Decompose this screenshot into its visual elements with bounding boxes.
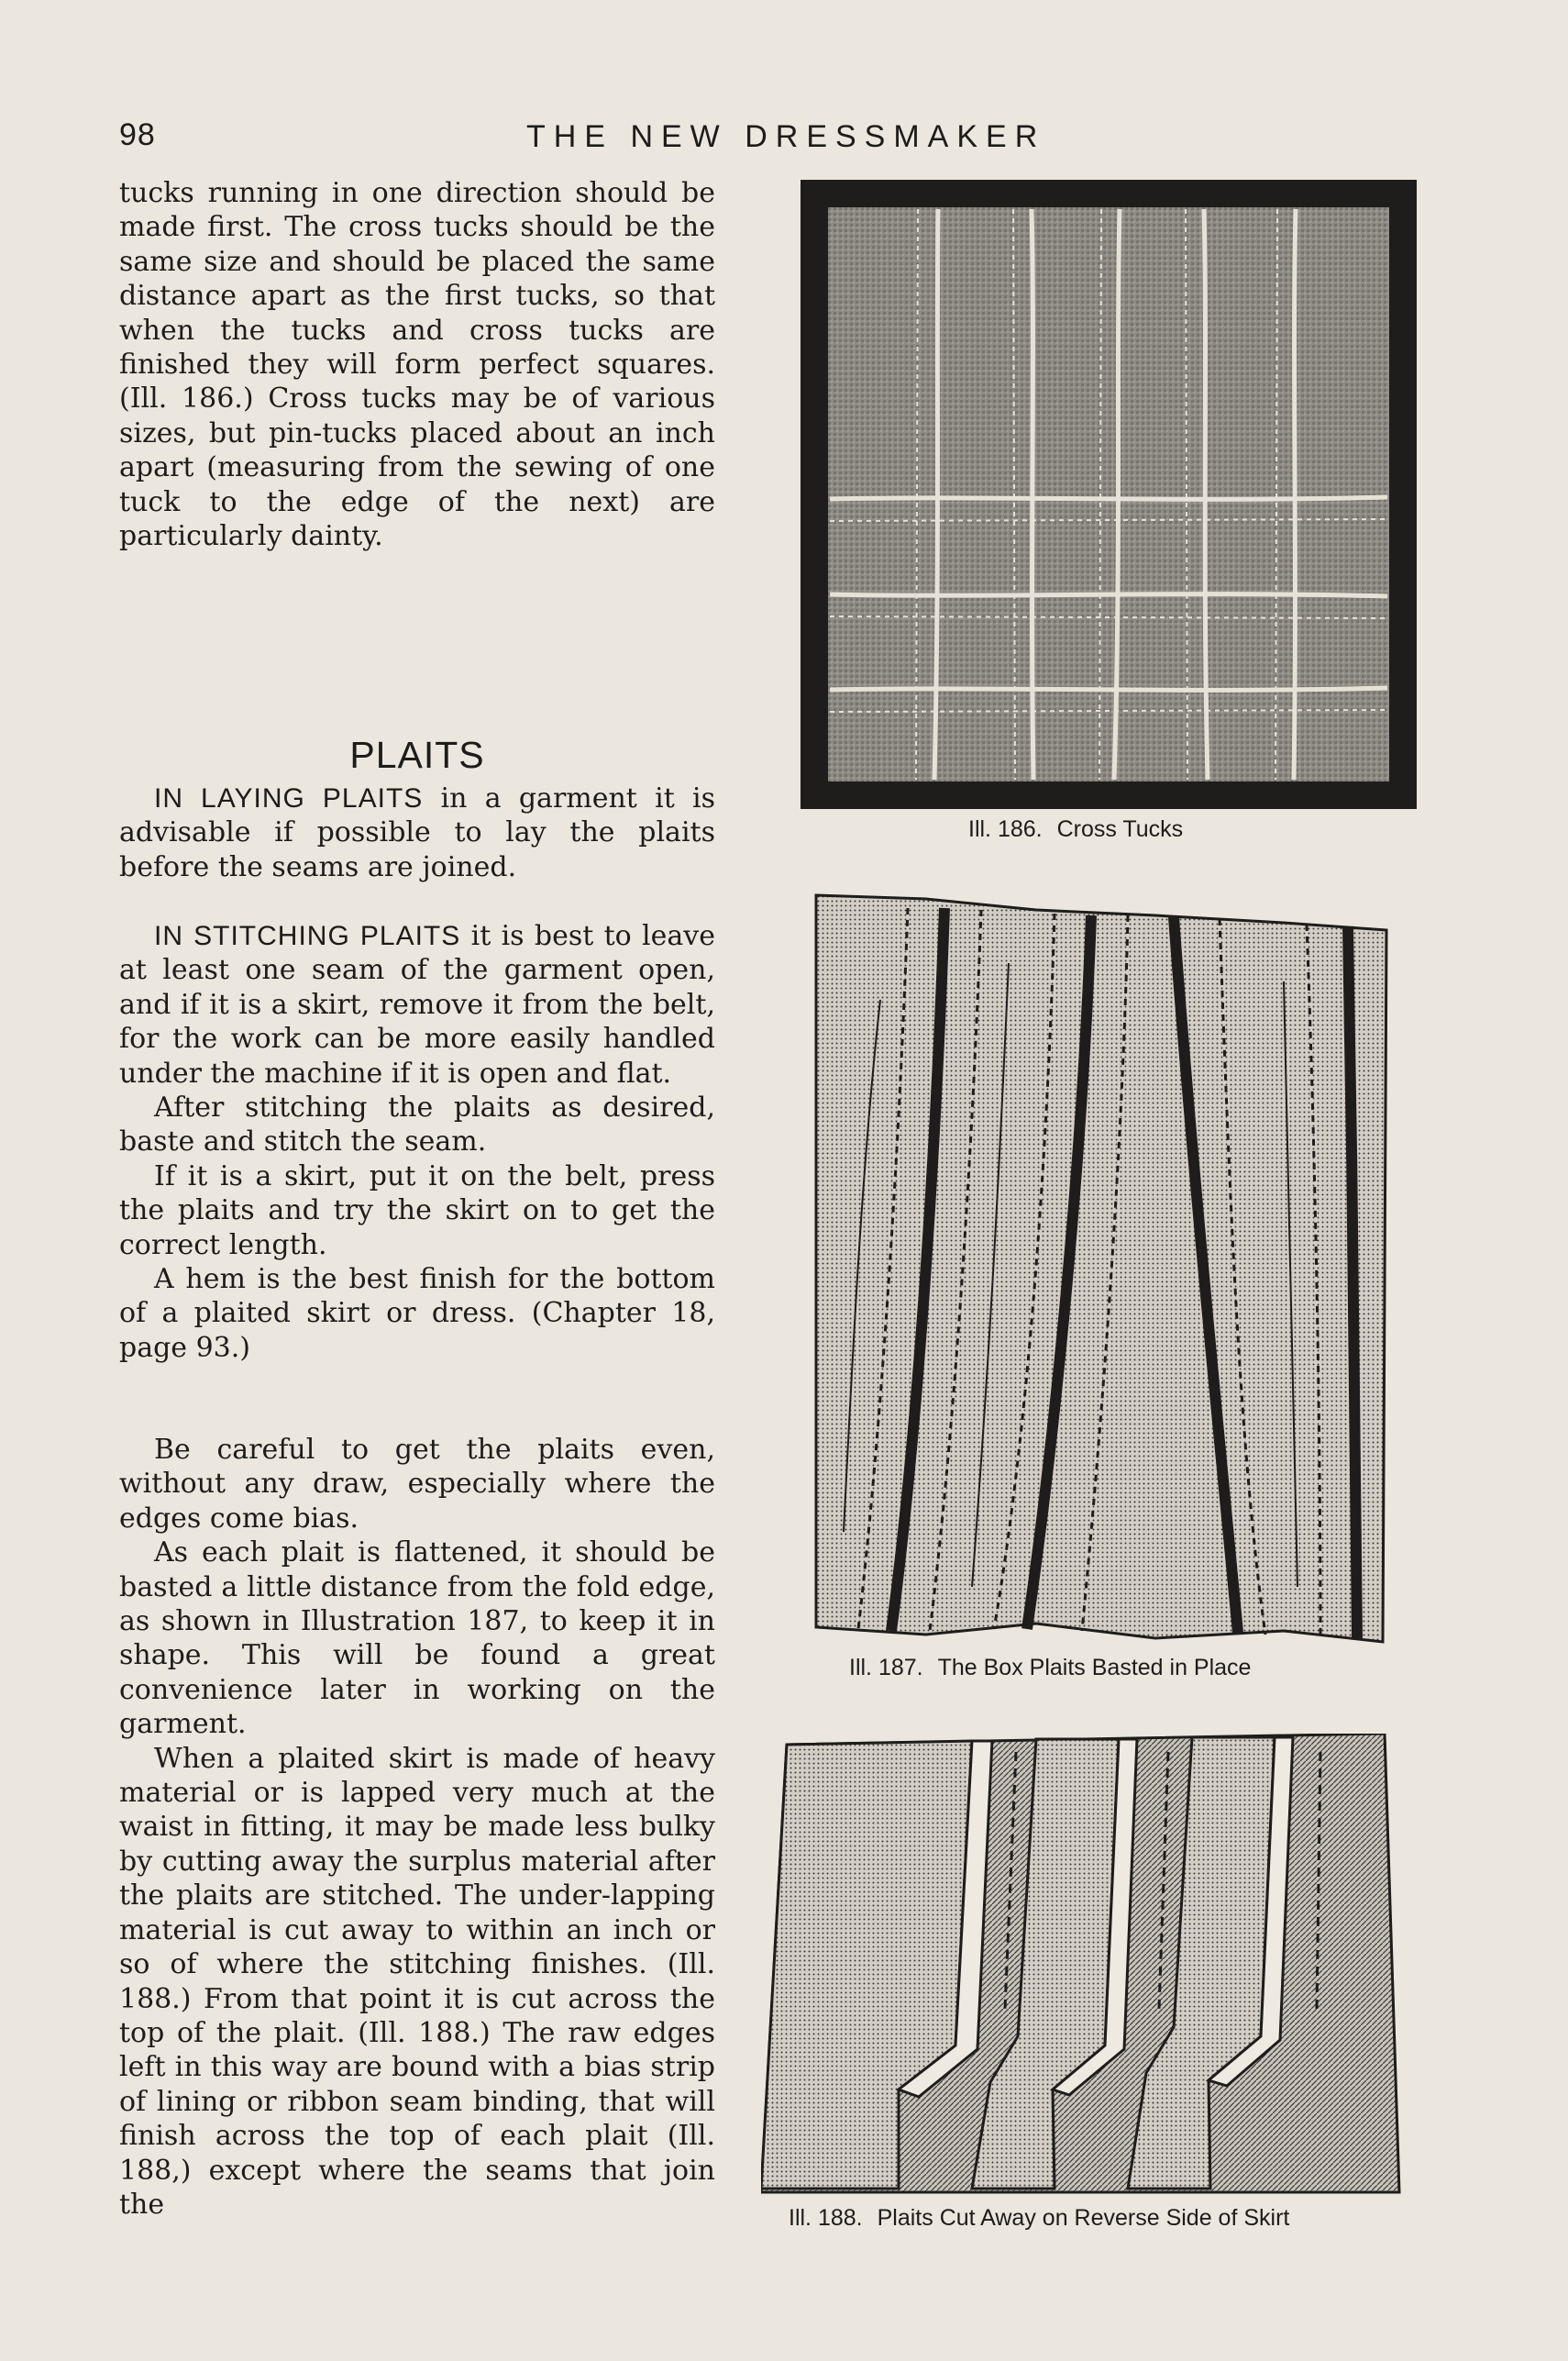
paragraph-skirt-belt: If it is a skirt, put it on the belt, press the plaits and try the skirt on to get the correct length. [119,1159,715,1261]
paragraph-tucks: tucks running in one direction should be made first. The cross tucks should be the same size and should be placed the same distance apart as the first tucks, so that when the tucks and cross tucks are finished they will form perfect squares. (Ill. 186.) Cross tucks may be of various sizes, but pin-tucks placed about an inch apart (measuring from the sewing of one tuck to the edge of the next) are particularly dainty. [119,177,715,553]
caption-number: Ill. 186. [968,816,1043,842]
page-number: 98 [119,117,156,152]
caption-number: Ill. 187. [849,1655,923,1680]
caption-ill-186 [968,816,1183,843]
illustration-cross-tucks [801,180,1417,809]
caption-number: Ill. 188. [789,2205,863,2231]
caption-text: Cross Tucks [1056,816,1184,842]
text-column-stitching [119,919,715,1365]
paragraph-laying-plaits [119,781,715,884]
paragraph-heavy-material: When a plaited skirt is made of heavy material or is lapped very much at the waist in fitting, it may be made less bulky by cutting away the surplus material after the plaits are stitched. The under-lapping material is cut away to within an inch or so of where the stitching finishes. (Ill. 188.) From that point it is cut across the top of the plait. (Ill. 188.) The raw edges left in this way are bound with a bias strip of lining or ribbon seam binding, that will finish across the top of each plait (Ill. 188,) except where the seams that join the [119,1742,715,2221]
illustration-box-plaits [807,890,1412,1646]
lead-in-laying: IN LAYING PLAITS [154,783,424,814]
paragraph-flattened: As each plait is flattened, it should be basted a little distance from the fold edge, as shown in Illustration 187, to keep it in shape. This will be found a great convenience later in working on the garment. [119,1536,715,1741]
paragraph-stitching-body: it is best to leave at least one seam of the garment open, and if it is a skirt, remove it from the belt, for the work can be more easily handled under the machine if it is open and flat. [119,920,715,1090]
text-column-laying [119,781,715,884]
paragraph-careful: Be careful to get the plaits even, without any draw, especially where the edges come bias. [119,1434,715,1535]
paragraph-stitching-plaits [119,919,715,1091]
lead-in-stitching: IN STITCHING PLAITS [154,921,461,951]
caption-text: The Box Plaits Basted in Place [937,1655,1252,1680]
caption-ill-187 [849,1655,1251,1681]
caption-text: Plaits Cut Away on Reverse Side of Skirt [877,2205,1290,2231]
paragraph-laying-body: in a garment it is advisable if possible to lay the plaits before the seams are joined. [119,782,716,883]
running-title: THE NEW DRESSMAKER [526,119,1046,154]
section-heading-plaits: PLAITS [349,734,485,777]
text-column-bottom [119,1433,715,2222]
paragraph-hem: A hem is the best finish for the bottom of a plaited skirt or dress. (Chapter 18, page 93.) [119,1263,715,1364]
illustration-plaits-cut-away [761,1734,1403,2194]
paragraph-after-stitching: After stitching the plaits as desired, baste and stitch the seam. [119,1092,715,1158]
text-column-top [119,176,715,553]
caption-ill-188 [789,2205,1289,2232]
